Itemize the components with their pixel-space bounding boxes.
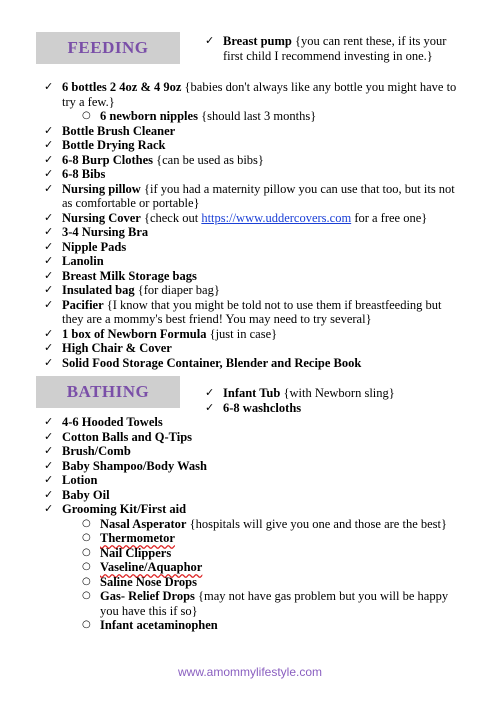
list-item <box>44 211 464 226</box>
list-item <box>44 459 464 474</box>
item-label: Infant Tub <box>223 386 281 400</box>
check-icon: ✓ <box>44 254 54 267</box>
item-text <box>62 430 192 445</box>
item-text <box>62 80 464 109</box>
item-label: Bottle Brush Cleaner <box>62 123 176 138</box>
item-text <box>62 459 207 474</box>
item-text <box>100 575 197 590</box>
item-label: 6-8 Burp Clothes <box>62 152 153 167</box>
list-item <box>205 401 455 416</box>
list-item <box>44 124 464 139</box>
circle-icon: ○ <box>82 546 91 558</box>
item-text <box>62 341 172 356</box>
item-text <box>100 517 447 532</box>
item-label: Lanolin <box>62 254 104 268</box>
item-note: {just in case} <box>206 326 278 341</box>
list-item <box>44 269 464 284</box>
item-text <box>62 225 148 240</box>
circle-icon: ○ <box>82 590 91 601</box>
list-item <box>44 430 464 445</box>
check-icon: ✓ <box>44 239 54 253</box>
item-text <box>62 283 220 298</box>
list-item <box>205 34 455 63</box>
item-text <box>62 502 186 517</box>
item-label: Insulated bag <box>62 283 135 297</box>
item-text <box>100 546 171 561</box>
check-icon: ✓ <box>44 138 54 151</box>
item-text <box>62 124 175 139</box>
item-label: 6-8 washcloths <box>223 400 302 415</box>
item-label: Cotton Balls and Q-Tips <box>62 429 193 444</box>
check-icon: ✓ <box>205 34 215 47</box>
bathing-header: BATHING <box>36 376 180 408</box>
item-label: 4-6 Hooded Towels <box>62 415 163 429</box>
check-icon: ✓ <box>44 458 54 472</box>
list-item <box>44 240 464 255</box>
item-label: Nursing pillow <box>62 181 141 196</box>
item-link[interactable]: https://www.uddercovers.com <box>201 210 352 225</box>
item-note: {hospitals will give you one and those are the best} <box>186 516 448 531</box>
check-icon: ✓ <box>44 444 54 457</box>
list-item <box>205 386 455 401</box>
list-item <box>44 356 464 371</box>
check-icon: ✓ <box>44 283 54 296</box>
item-text <box>62 240 126 255</box>
item-text <box>223 34 455 63</box>
sub-list-item <box>44 109 464 124</box>
check-icon: ✓ <box>205 386 215 399</box>
item-label: Nursing Cover <box>62 210 141 225</box>
feeding-list <box>44 80 464 370</box>
circle-icon: ○ <box>82 110 91 121</box>
item-text <box>62 138 165 153</box>
item-label: Lotion <box>62 473 98 487</box>
item-text <box>100 560 202 575</box>
item-label: Nipple Pads <box>62 239 127 254</box>
check-icon: ✓ <box>44 225 54 238</box>
check-icon: ✓ <box>44 355 54 369</box>
item-text <box>100 618 218 633</box>
list-item <box>44 488 464 503</box>
item-label: Saline Nose Drops <box>100 574 198 589</box>
item-note: {may not have gas problem but you will be happy you have this if so} <box>100 589 449 618</box>
item-note: {can be used as bibs} <box>152 152 264 167</box>
circle-icon: ○ <box>82 532 91 543</box>
item-label: Pacifier <box>62 297 104 312</box>
item-label: Grooming Kit/First aid <box>62 502 187 516</box>
check-icon: ✓ <box>44 181 54 195</box>
item-text <box>62 167 105 182</box>
item-text <box>62 298 464 327</box>
check-icon: ✓ <box>205 400 215 414</box>
circle-icon: ○ <box>82 561 91 572</box>
list-item <box>44 182 464 211</box>
item-note: {if you had a maternity pillow you can use that too, but its not as comfortable or portable} <box>62 181 455 210</box>
list-item <box>44 80 464 109</box>
item-note: {with Newborn sling} <box>280 386 395 400</box>
list-item <box>44 298 464 327</box>
list-item <box>44 327 464 342</box>
sub-list-item <box>44 618 464 633</box>
check-icon: ✓ <box>44 341 54 354</box>
sub-list-item <box>44 546 464 561</box>
item-label: Nasal Asperator <box>100 516 187 531</box>
check-icon: ✓ <box>44 415 54 428</box>
list-item <box>44 254 464 269</box>
list-item <box>44 225 464 240</box>
list-item <box>44 138 464 153</box>
item-text <box>100 531 175 546</box>
item-text <box>62 327 277 342</box>
item-text <box>62 182 464 211</box>
item-label: Gas- Relief Drops <box>100 589 195 603</box>
item-text <box>62 488 110 503</box>
item-label: 6-8 Bibs <box>62 167 106 181</box>
item-label: 3-4 Nursing Bra <box>62 225 149 239</box>
item-label: 6 bottles 2 4oz & 4 9oz <box>62 80 182 94</box>
item-note: {for diaper bag} <box>134 283 220 297</box>
footer-url[interactable]: www.amommylifestyle.com <box>177 665 323 679</box>
list-item <box>44 444 464 459</box>
item-text <box>62 211 427 226</box>
check-icon: ✓ <box>44 210 54 224</box>
item-note: {babies don't always like any bottle you might have to try a few.} <box>62 80 457 109</box>
item-text <box>100 109 316 124</box>
check-icon: ✓ <box>44 326 54 340</box>
check-icon: ✓ <box>44 429 54 443</box>
item-label: Bottle Drying Rack <box>62 138 166 152</box>
item-label: High Chair & Cover <box>62 341 172 355</box>
check-icon: ✓ <box>44 167 54 180</box>
item-label: Brush/Comb <box>62 444 131 458</box>
item-text <box>62 415 163 430</box>
list-item <box>44 415 464 430</box>
check-icon: ✓ <box>44 123 54 137</box>
item-text <box>62 473 97 488</box>
item-label: Baby Shampoo/Body Wash <box>62 458 207 473</box>
sub-list-item <box>44 560 464 575</box>
bathing-list <box>44 415 464 633</box>
item-note: {I know that you might be told not to use them if breastfeeding but they are a mommy's best friend! You may need to try several} <box>62 297 442 326</box>
sub-list-item <box>44 575 464 590</box>
circle-icon: ○ <box>82 619 91 630</box>
check-icon: ✓ <box>44 297 54 311</box>
item-text <box>62 269 197 284</box>
list-item <box>44 502 464 517</box>
item-label: Breast pump <box>223 34 292 48</box>
list-item <box>44 283 464 298</box>
item-label: Thermometor <box>100 531 175 545</box>
sub-list-item <box>44 589 464 618</box>
list-item <box>44 153 464 168</box>
item-text <box>62 153 264 168</box>
list-item <box>44 167 464 182</box>
item-text <box>100 589 464 618</box>
item-label: 6 newborn nipples <box>100 109 198 123</box>
check-icon: ✓ <box>44 502 54 515</box>
check-icon: ✓ <box>44 268 54 282</box>
item-text <box>223 386 395 401</box>
item-label: Baby Oil <box>62 487 110 502</box>
item-label: 1 box of Newborn Formula <box>62 326 207 341</box>
item-note-after: for a free one} <box>351 210 428 225</box>
feeding-side-list <box>205 34 455 63</box>
bathing-side-list <box>205 386 455 415</box>
item-note: {you can rent these, if its your first child I recommend investing in one.} <box>223 34 447 63</box>
item-label: Nail Clippers <box>100 545 172 560</box>
check-icon: ✓ <box>44 152 54 166</box>
item-label: Infant acetaminophen <box>100 618 218 632</box>
item-label: Solid Food Storage Container, Blender and Recipe Book <box>62 355 362 370</box>
item-note: {check out <box>140 210 202 225</box>
circle-icon: ○ <box>82 575 91 587</box>
sub-list-item <box>44 531 464 546</box>
item-label: Vaseline/Aquaphor <box>100 560 203 574</box>
feeding-header: FEEDING <box>36 32 180 64</box>
item-text <box>62 356 361 371</box>
list-item <box>44 473 464 488</box>
item-text <box>223 401 301 416</box>
sub-list-item <box>44 517 464 532</box>
item-text <box>62 444 131 459</box>
check-icon: ✓ <box>44 487 54 501</box>
check-icon: ✓ <box>44 473 54 486</box>
item-label: Breast Milk Storage bags <box>62 268 197 283</box>
check-icon: ✓ <box>44 80 54 93</box>
item-note: {should last 3 months} <box>197 109 317 123</box>
item-text <box>62 254 104 269</box>
circle-icon: ○ <box>82 517 91 529</box>
list-item <box>44 341 464 356</box>
